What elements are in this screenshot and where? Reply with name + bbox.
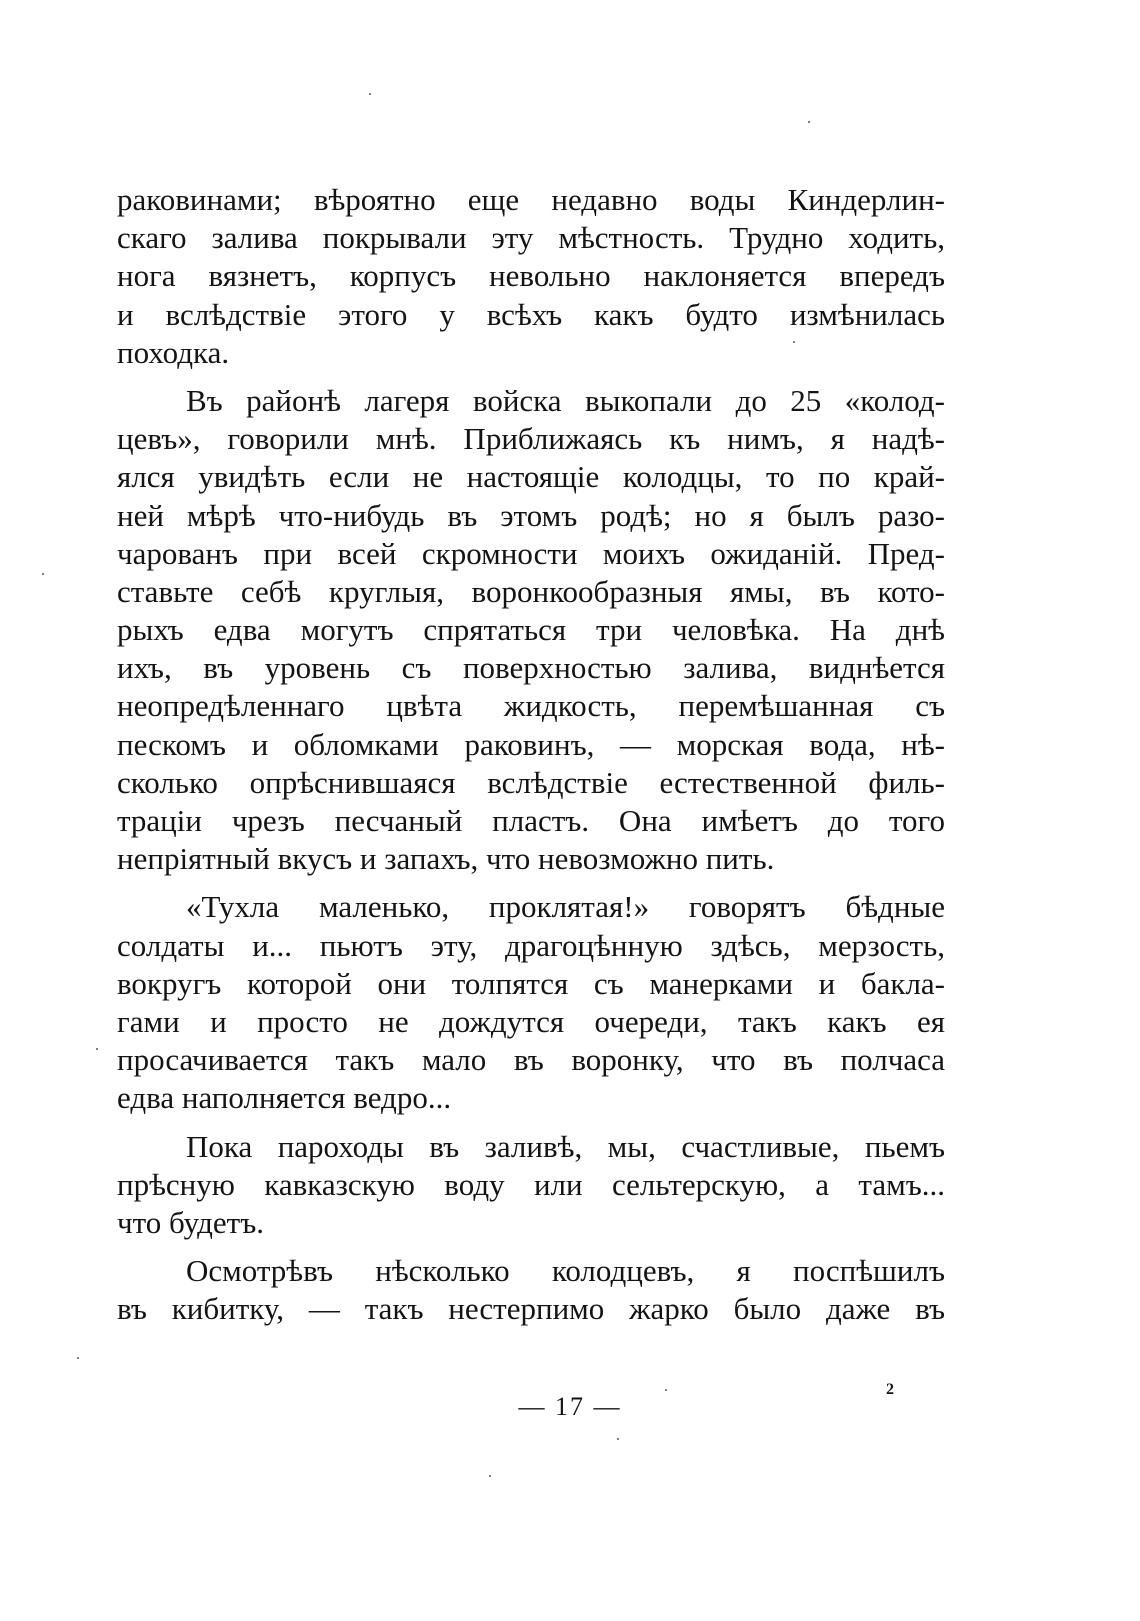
text-line: Осмотрѣвъ нѣсколько колодцевъ, я поспѣшилъ bbox=[186, 1253, 945, 1289]
text-line: траціи чрезъ песчаный пластъ. Она имѣетъ до того bbox=[117, 803, 945, 838]
scan-speck bbox=[665, 1389, 667, 1391]
text-line: ставьте себѣ круглыя, воронкообразныя ямы, въ кото- bbox=[117, 573, 945, 609]
text-line: прѣсную кавказскую воду или сельтерскую, а тамъ... bbox=[117, 1166, 945, 1202]
text-line: чарованъ при всей скромности моихъ ожиданій. Пред- bbox=[117, 535, 945, 571]
scan-speck bbox=[808, 121, 810, 123]
text-line: вокругъ которой они толпятся съ манерками и бакла- bbox=[117, 965, 945, 1001]
paragraph-5 bbox=[117, 1252, 945, 1328]
text-line: скаго залива покрывали эту мѣстность. Трудно ходить, bbox=[117, 220, 945, 256]
text-line: раковинами; вѣроятно еще недавно воды Киндерлин- bbox=[117, 182, 945, 217]
scan-speck bbox=[77, 1357, 79, 1359]
text-line: просачивается такъ мало въ воронку, что въ полчаса bbox=[117, 1042, 945, 1078]
text-line: что будетъ. bbox=[117, 1204, 264, 1240]
text-line: ихъ, въ уровень съ поверхностью залива, виднѣется bbox=[117, 650, 945, 686]
text-line: ялся увидѣть если не настоящіе колодцы, то по край- bbox=[117, 459, 945, 495]
text-line: Пока пароходы въ заливѣ, мы, счастливые, пьемъ bbox=[186, 1128, 945, 1164]
text-line: сколько опрѣснившаяся вслѣдствіе естественной филь- bbox=[117, 764, 945, 800]
text-line: въ кибитку, — такъ нестерпимо жарко было даже въ bbox=[117, 1291, 945, 1327]
text-line: пескомъ и обломками раковинъ, — морская вода, нѣ- bbox=[117, 726, 945, 762]
text-line: гами и просто не дождутся очереди, такъ какъ ея bbox=[117, 1003, 945, 1039]
text-line: непріятный вкусъ и запахъ, что невозможно пить. bbox=[117, 841, 775, 877]
text-line: «Тухла маленько, проклятая!» говорятъ бѣдные bbox=[186, 889, 945, 925]
scan-speck bbox=[489, 1475, 491, 1477]
paragraph-1 bbox=[117, 181, 945, 372]
scan-speck bbox=[617, 1438, 619, 1440]
body-text bbox=[117, 181, 945, 1328]
scan-speck bbox=[793, 341, 795, 343]
text-line: едва наполняется ведро... bbox=[117, 1080, 452, 1116]
text-line: и вслѣдствіе этого у всѣхъ какъ будто измѣнилась bbox=[117, 296, 945, 332]
text-line: неопредѣленнаго цвѣта жидкость, перемѣшанная съ bbox=[117, 688, 945, 724]
signature-mark: 2 bbox=[886, 1381, 894, 1398]
scan-speck bbox=[369, 93, 371, 95]
text-line: цевъ», говорили мнѣ. Приближаясь къ нимъ, я надѣ- bbox=[117, 421, 945, 457]
text-line: солдаты и... пьютъ эту, драгоцѣнную здѣсь, мерзость, bbox=[117, 927, 945, 963]
paragraph-3 bbox=[117, 888, 945, 1117]
text-line: Въ районѣ лагеря войска выкопали до 25 «колод- bbox=[186, 382, 945, 418]
text-line: походка. bbox=[117, 334, 230, 370]
scan-speck bbox=[42, 573, 44, 575]
paragraph-4 bbox=[117, 1128, 945, 1243]
text-line: рыхъ едва могутъ спрятаться три человѣка. На днѣ bbox=[117, 612, 945, 648]
scan-speck bbox=[96, 1048, 98, 1050]
paragraph-2 bbox=[117, 382, 945, 878]
page-number: — 17 — bbox=[518, 1392, 622, 1421]
text-line: ней мѣрѣ что-нибудь въ этомъ родѣ; но я былъ разо- bbox=[117, 497, 945, 533]
text-line: нога вязнетъ, корпусъ невольно наклоняется впередъ bbox=[117, 258, 945, 294]
